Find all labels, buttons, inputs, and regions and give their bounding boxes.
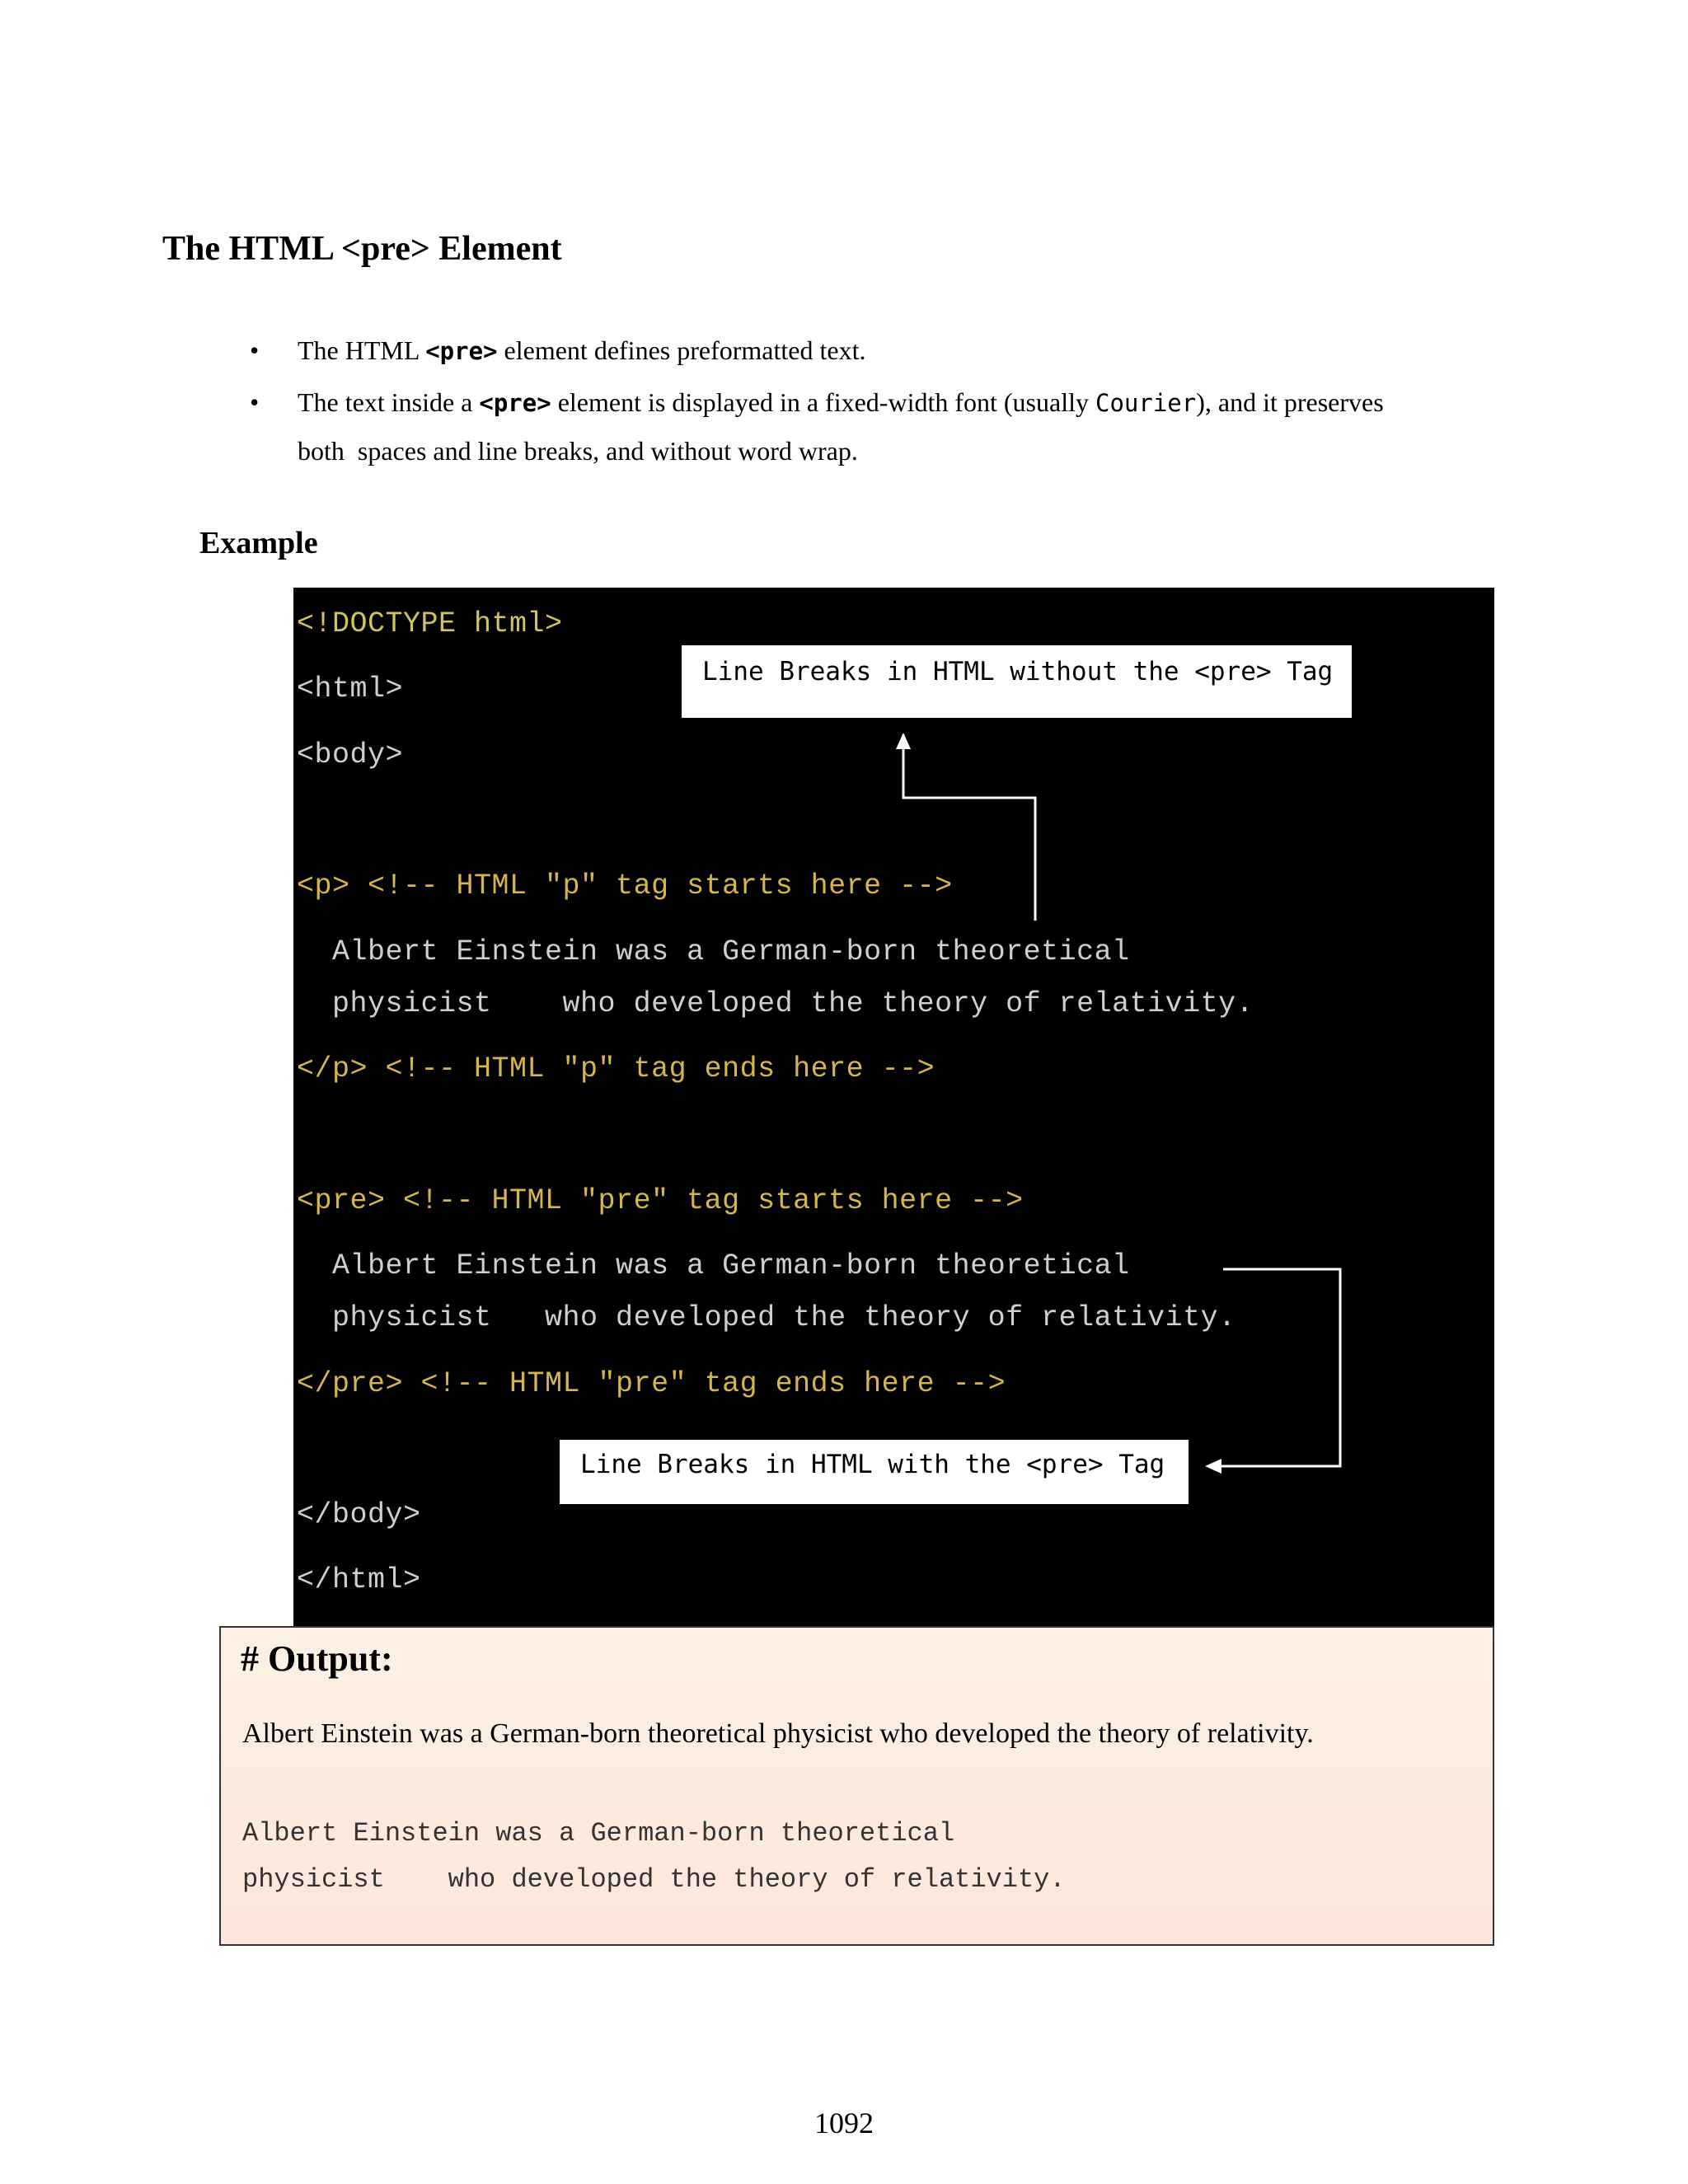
bullet-icon: • <box>250 335 260 365</box>
code-line: </body> <box>297 1498 421 1531</box>
code-line: </html> <box>297 1563 421 1596</box>
page-title: The HTML <pre> Element <box>162 230 562 268</box>
code-line: <html> <box>297 673 404 705</box>
code-line: </pre> <!-- HTML "pre" tag ends here --> <box>297 1367 1006 1400</box>
bullet-item <box>243 326 1471 375</box>
code-line: <p> <!-- HTML "p" tag starts here --> <box>297 869 953 902</box>
code-line: physicist who developed the theory of relativity. <box>297 1301 1236 1334</box>
bullet-text: element is displayed in a fixed-width font (usually <box>551 387 1095 417</box>
output-box <box>219 1626 1494 1946</box>
output-title: # Output: <box>241 1638 393 1679</box>
code-line: <pre> <!-- HTML "pre" tag starts here --> <box>297 1184 1024 1217</box>
bullet-text: The text inside a <box>298 387 480 417</box>
output-pre-line: Albert Einstein was a German-born theoretical <box>242 1818 955 1849</box>
bullet-text: The HTML <box>298 335 426 365</box>
page-number: 1092 <box>814 2107 874 2139</box>
output-pre-line: physicist who developed the theory of relativity. <box>242 1864 1066 1895</box>
inline-code: Courier <box>1095 389 1197 417</box>
bullet-list <box>243 326 1471 475</box>
bullet-text: element defines preformatted text. <box>497 335 866 365</box>
code-line: Albert Einstein was a German-born theoretical <box>297 935 1130 968</box>
bullet-icon: • <box>250 387 260 417</box>
code-line: <!DOCTYPE html> <box>297 607 563 640</box>
bullet-item <box>243 378 1471 475</box>
code-example-block <box>293 588 1494 1628</box>
inline-code: <pre> <box>425 337 498 365</box>
inline-code: <pre> <box>479 389 551 417</box>
arrow-line <box>1217 1269 1340 1466</box>
code-line: </p> <!-- HTML "p" tag ends here --> <box>297 1052 935 1085</box>
output-preformatted <box>242 1811 1066 1903</box>
code-line: <body> <box>297 738 404 771</box>
callout-with-pre: Line Breaks in HTML with the <pre> Tag <box>560 1440 1189 1504</box>
arrow-head-icon <box>896 733 911 749</box>
bullet-text: both spaces and line breaks, and without word wrap. <box>298 436 858 466</box>
code-line: physicist who developed the theory of relativity. <box>297 987 1254 1020</box>
code-line: Albert Einstein was a German-born theoretical <box>297 1249 1130 1282</box>
callout-without-pre: Line Breaks in HTML without the <pre> Tag <box>682 645 1352 718</box>
bullet-text: ), and it preserves <box>1196 387 1384 417</box>
arrow-head-icon <box>1205 1459 1221 1474</box>
example-title: Example <box>199 526 318 560</box>
output-paragraph: Albert Einstein was a German-born theoretical physicist who developed the theory of relativity. <box>242 1718 1314 1749</box>
